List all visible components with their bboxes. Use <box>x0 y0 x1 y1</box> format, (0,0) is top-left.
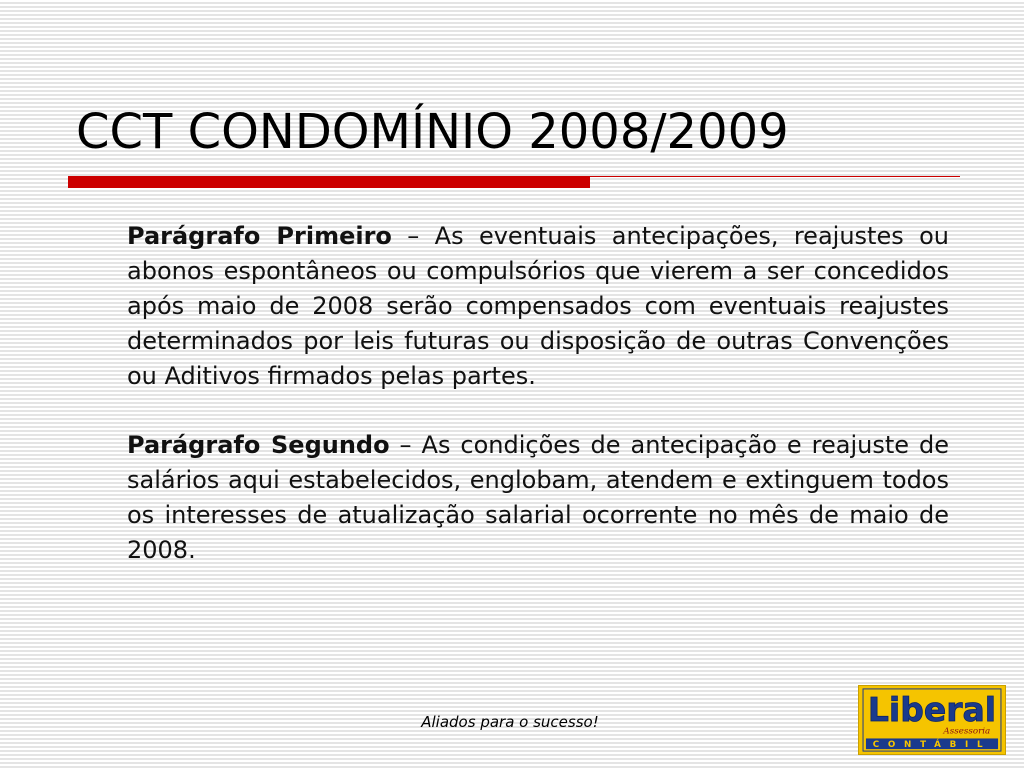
slide-body <box>127 219 949 602</box>
svg-text:Assessoria: Assessoria <box>943 726 991 737</box>
title-underline-bar <box>68 176 590 188</box>
liberal-logo <box>858 685 1006 755</box>
paragraph-primeiro <box>127 219 949 394</box>
paragraph-label: Parágrafo Primeiro <box>127 222 392 250</box>
svg-text:CONTÁBIL: CONTÁBIL <box>872 740 992 751</box>
paragraph-segundo <box>127 428 949 568</box>
svg-text:Liberal: Liberal <box>867 689 997 729</box>
paragraph-text: – As eventuais antecipações, reajustes ou abonos espontâneos ou compulsórios que vierem a ser concedidos após maio de 2008 serão compensados com eventuais reajustes determinados por leis futuras ou disposição de outras Convenções ou Aditivos firmados pelas partes. <box>127 222 949 390</box>
slide-title: CCT CONDOMÍNIO 2008/2009 <box>76 104 789 160</box>
paragraph-text: – As condições de antecipação e reajuste de salários aqui estabelecidos, englobam, atendem e extinguem todos os interesses de atualização salarial ocorrente no mês de maio de 2008. <box>127 431 950 564</box>
footer-tagline: Aliados para o sucesso! <box>421 713 599 731</box>
logo-graphic <box>859 686 1005 754</box>
title-underline-line <box>590 176 960 177</box>
paragraph-label: Parágrafo Segundo <box>127 431 390 459</box>
